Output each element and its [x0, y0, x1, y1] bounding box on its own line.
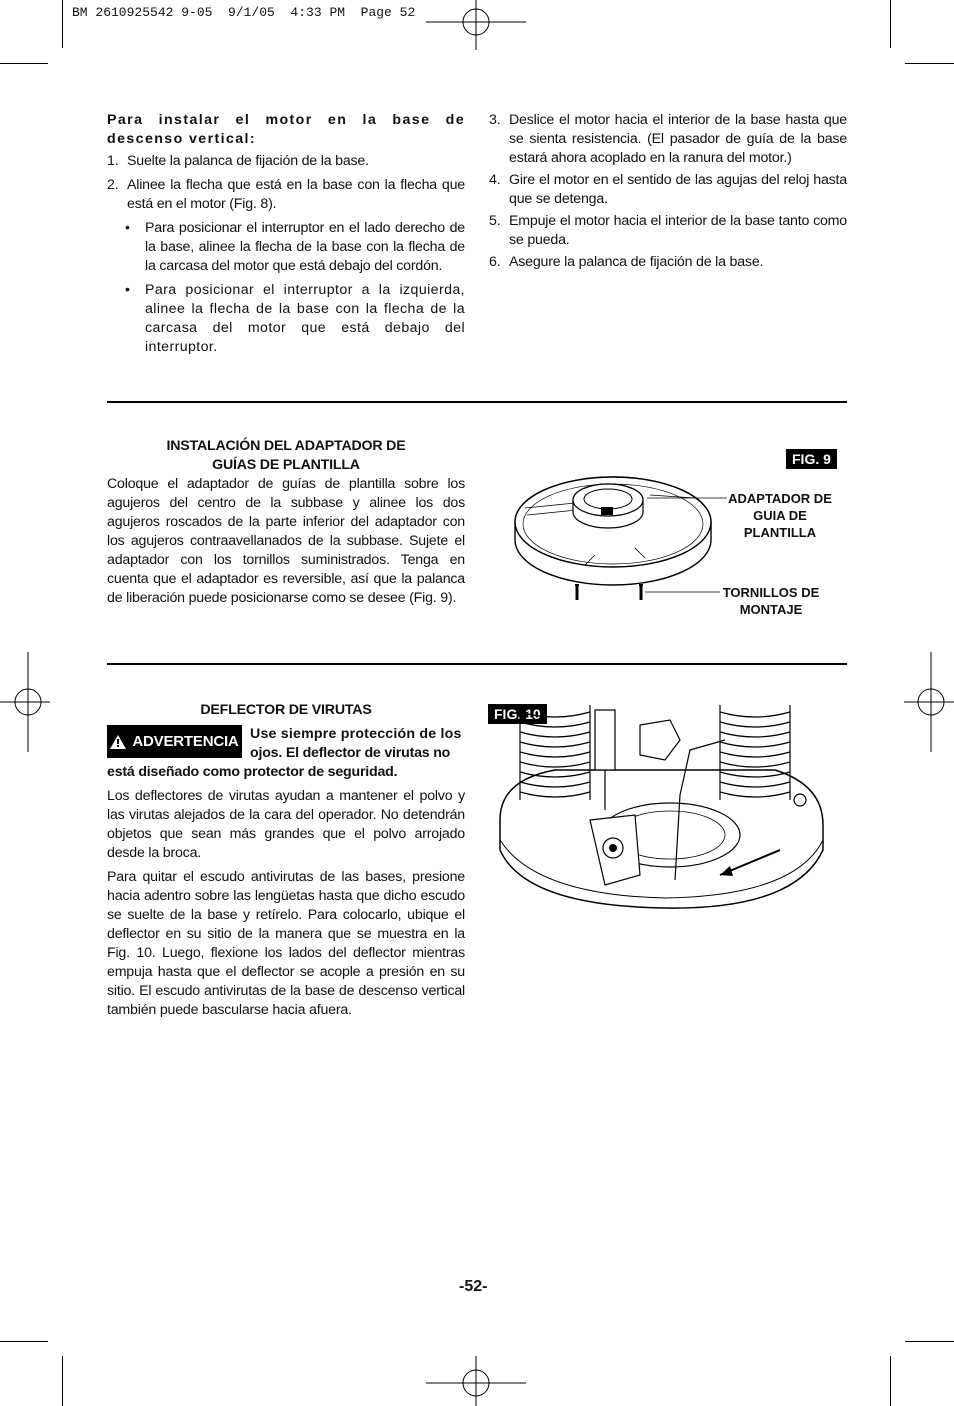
fig-9-label: FIG. 9: [786, 449, 837, 469]
bullet-text: Para posicionar el interruptor a la izquierda, alinee la flecha de la base con la flecha de la carcasa del motor que está debajo del interruptor.: [145, 282, 465, 355]
template-adapter-body: Coloque el adaptador de guías de plantilla sobre los agujeros del centro de la subbase y alinee los dos agujeros roscados de la parte inferior del adaptador con los agujeros contraavellanados de la subbase. Sujete el adaptador con los tornillos suministrados. Tenga en cuenta que el adaptador es reversible, así que la palanca de liberación puede posicionarse como se desee (Fig. 9).: [107, 476, 465, 606]
registration-mark-bottom: [426, 1356, 526, 1406]
fig-10-label: FIG. 10: [488, 704, 547, 724]
warning-label: ADVERTENCIA: [132, 733, 239, 750]
chip-deflector-text: [107, 701, 465, 1020]
section-divider: [107, 663, 847, 665]
step-number: 6.: [489, 254, 501, 270]
step-3: [489, 111, 847, 168]
chip-deflector-para-2: Para quitar el escudo antivirutas de las bases, presione hacia adentro sobre las lengüetas hasta que dicho escudo se suelte de la base y retírelo. Para colocarlo, ubique el deflector en su sitio de la manera que se muestra en la Fig. 10. Luego, flexione los lados del deflector mientras empuja hasta que el deflector se acople a presión en su sitio. El escudo antivirutas de la base de descenso vertical también puede bascularse hacia afuera.: [107, 869, 465, 1018]
callout-screws-line: TORNILLOS DE: [722, 585, 820, 600]
bullet-mark: •: [125, 282, 131, 298]
step-number: 3.: [489, 112, 501, 128]
bullet-item: [107, 281, 465, 357]
step-text: Deslice el motor hacia el interior de la base hasta que se sienta resistencia. (El pasador de guía de la base estará ahora acoplado en la ranura del motor.): [509, 112, 847, 166]
registration-mark-right: [904, 652, 954, 752]
warning-text-3: está diseñado como protector de seguridad.: [107, 764, 398, 780]
callout-screws-line: MONTAJE: [739, 602, 803, 617]
print-slug: BM 2610925542 9-05 9/1/05 4:33 PM Page 52: [72, 5, 416, 20]
step-text: Alinee la flecha que está en la base con la flecha que está en el motor (Fig. 8).: [127, 177, 465, 212]
chip-deflector-para-1: Los deflectores de virutas ayudan a mantener el polvo y las virutas alejados de la cara del operador. No detendrán objetos que sean más grandes que el polvo arrojado desde la broca.: [107, 788, 465, 861]
step-text: Empuje el motor hacia el interior de la base tanto como se pueda.: [509, 213, 847, 248]
step-text: Suelte la palanca de fijación de la base.: [127, 153, 369, 169]
step-number: 4.: [489, 172, 501, 188]
registration-mark-left: [0, 652, 50, 752]
install-motor-heading: Para instalar el motor en la base de descenso vertical:: [107, 112, 465, 147]
step-text: Gire el motor en el sentido de las agujas del reloj hasta que se detenga.: [509, 172, 847, 207]
warning-text-2: ojos. El deflector de virutas no: [250, 745, 451, 761]
callout-adapter-line: ADAPTADOR DE: [728, 491, 832, 506]
template-adapter-text: [107, 437, 465, 608]
step-text: Asegure la palanca de fijación de la base.: [509, 254, 764, 270]
warning-block: [107, 725, 465, 782]
registration-mark-top: [426, 0, 526, 50]
callout-adapter: [725, 490, 835, 541]
warning-text-1: Use siempre protección de los: [250, 726, 462, 742]
install-motor-left-column: [107, 111, 465, 357]
fig-10-illustration: [495, 700, 830, 910]
step-5: [489, 212, 847, 250]
page-number: -52-: [459, 1278, 488, 1295]
bullet-item: [107, 219, 465, 276]
step-number: 1.: [107, 153, 119, 169]
chip-deflector-heading: DEFLECTOR DE VIRUTAS: [200, 702, 372, 718]
callout-screws: [718, 584, 824, 618]
template-adapter-heading-2: GUÍAS DE PLANTILLA: [212, 457, 360, 473]
callout-adapter-line: GUIA DE: [753, 508, 807, 523]
step-2: [107, 176, 465, 214]
bullet-text: Para posicionar el interruptor en el lado derecho de la base, alinee la flecha de la base con la flecha de la carcasa del motor que está debajo del cordón.: [145, 220, 465, 274]
install-motor-right-column: [489, 111, 847, 272]
warning-badge: [107, 725, 242, 758]
step-6: [489, 253, 847, 272]
step-1: [107, 152, 465, 171]
step-4: [489, 171, 847, 209]
bullet-mark: •: [125, 220, 130, 236]
fig-9-illustration: [505, 440, 735, 605]
section-divider: [107, 401, 847, 403]
template-adapter-heading: INSTALACIÓN DEL ADAPTADOR DE: [166, 438, 406, 454]
callout-adapter-line: PLANTILLA: [743, 525, 817, 540]
warning-triangle-icon: [110, 735, 126, 749]
step-number: 5.: [489, 213, 501, 229]
step-number: 2.: [107, 177, 119, 193]
